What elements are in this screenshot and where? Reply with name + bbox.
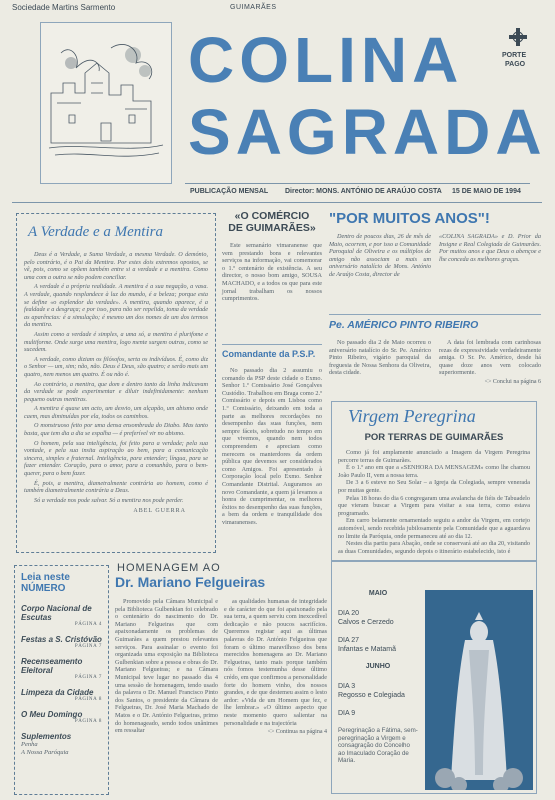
sidebar-item[interactable]: [21, 635, 102, 649]
schedule-place: Calvos e Cerzedo: [338, 619, 394, 626]
sidebar-supplements: Penha A Nossa Paróquia: [21, 741, 69, 756]
virgem-paragraph: De 3 a 6 esteve no Seu Solar – a Igreja da Colegiada, sempre venerada por muitas gente.: [338, 479, 530, 494]
sidebar-item-page: PÁGINA 8: [74, 697, 102, 702]
schedule-list: [338, 590, 418, 765]
sidebar-item-page: PÁGINA 7: [74, 644, 102, 649]
virgin-statue-photo: [425, 590, 533, 790]
masthead-illustration: [40, 22, 172, 184]
anos-article: [329, 210, 541, 310]
americo-title: Pe. AMÉRICO PINTO RIBEIRO: [329, 319, 479, 331]
masthead-title-line1: COLINA: [188, 24, 464, 96]
verdade-paragraph: A mentira é quase um acto, um desvio, um alçapão, um abismo onde caem, mas diminuídas por ela, todos os caminhos.: [24, 405, 208, 420]
sidebar-item-page: PÁGINA 4: [74, 622, 102, 627]
comercio-title-1: «O COMÉRCIO: [234, 210, 310, 222]
virgem-subtitle: POR TERRAS DE GUIMARÃES: [364, 432, 504, 443]
schedule-place: Regosso e Colegiada: [338, 692, 405, 699]
sidebar-item-label: Festas a S. Cristóvão: [21, 635, 102, 644]
sidebar-item-label: Suplementos: [21, 732, 72, 741]
virgem-paragraph: Nestes dia partiu para Abação, onde se conservará até ao dia 20, visitando as duas Comunidades, segundo depois o itinerário estabelecido, isto é: [338, 540, 530, 555]
verdade-paragraph: Só a verdade nos pode salvar. Só a mentira nos pode perder.: [34, 496, 184, 504]
comercio-body: Este semanário vimaranense que vem prestando bons e relevantes serviços na informação, vai comemorar o 1.º centenário de existência. A seu director, o nosso bom amigo, SOUSA MACHADO, e a todos os que para este jornal trabalham os nossos cumprimentos.: [222, 242, 322, 303]
homenagem-title-1: HOMENAGEM AO: [117, 562, 221, 574]
anos-title: "POR MUITOS ANOS"!: [329, 210, 490, 227]
verdade-signature: ABEL GUERRA: [133, 508, 186, 515]
americo-col-1: No passado dia 2 de Maio ocorreu o aniversário natalício do Sr. Pe. Américo Pinto Ribeiro, vigário paroquial da freguesia de Nossa Senhora da Oliveira, desta cidade.: [329, 339, 431, 377]
verdade-paragraph: Assim como a verdade é simples, a uma só, a mentira é plurifome e multiforme. Onde surge uma mentira, logo mente surgem outras, como se sucedem.: [24, 330, 208, 354]
sidebar-item-label: Corpo Nacional de Escutas: [21, 604, 92, 622]
sidebar-item[interactable]: [21, 688, 102, 702]
postage-label-2: PAGO: [505, 61, 526, 68]
verdade-paragraph: O monstruoso feito por uma densa ensombrada do Diabo. Mas tanto basta, que tem dia a dia se espalha — é preferível vir no abismo.: [24, 422, 208, 438]
verdade-paragraph: Deus é a Verdade, a Suma Verdade, a mesma Verdade. O demónio, pelo contrário, é o Pai da Mentira. Por estes dois extremos opostos, se vê, pois, como se opõem também entre si a verdade e a mentira. Como uma com a outra se não podem conciliar.: [24, 251, 208, 281]
publication-frequency: PUBLICAÇÃO MENSAL: [190, 188, 269, 195]
castle-drawing-icon: [41, 23, 171, 183]
homenagem-col-1: Promovido pela Câmara Municipal e pela Biblioteca Gulbenkian foi celebrado o centenário do nascimento do Dr. Mariano Felgueiras que com apaixonadamente os problemas de Guimarães a quem prestou relevantes serviços. Para assinalar o evento foi organizada uma exposição na Biblioteca Gulbenkian sobre a pessoa e obras do Dr. Mariano Felgueiras; e na Câmara Municipal teve lugar no passado dia 4 uma sessão de homenagem, tendo usado da palavra o Dr. Manuel Francisco Pinto dos Santos, o presidente da Câmara de Felgueiras, Dr. José Maria Machado de Matos e o Dr. António Felgueiras, primo do homenageado, sendo todos unânimes em ressaltar: [115, 598, 218, 735]
schedule-day: DIA 27: [338, 637, 360, 644]
verdade-paragraph: O homem, pela sua inteligência, foi feito para a verdade; pela sua vontade, e pela sua insita aspiração ao bem, para a comunicação sincera, simples e fraternal. Inteligência, para entender; língua, para se fazer entender. Coração, para o amor, para a comunhão, para o bem-querer, para o bem fazer.: [24, 439, 208, 478]
schedule-day: DIA 20: [338, 610, 360, 617]
verdade-paragraph: Ao contrário, a mentira, que dom e dentro tanto da linha indicavam da verdade se pode experimentar e diluir indefinidamente: nenhum pequeno outras mentiras.: [24, 380, 208, 403]
schedule-day: DIA 3: [338, 683, 356, 690]
cross-emblem-icon: [507, 26, 529, 48]
masthead-title-line2: SAGRADA: [188, 96, 547, 168]
comandante-article: [222, 344, 322, 554]
sidebar-item-label: Recenseamento Eleitoral: [21, 657, 83, 675]
masthead-city: GUIMARÃES: [230, 4, 277, 11]
anos-col-2: «COLINA SAGRADA» e D. Prior da Insigne e Real Colegiada de Guimarães. Por muitos anos e que Deus o abençoe e lhe conceda as melhores graças.: [439, 233, 541, 263]
virgem-paragraph: É o 1.º ano em que a «SENHORA DA MENSAGEM» como lhe chamou João Paulo II, vem a nossa terra.: [338, 464, 530, 479]
americo-col-2: A data foi lembrada com carinhosas rezas de expressividade verdadeiramente amiga. O Sr. Pe. Américo, desde há quase doze anos vem colocado superiormente.: [439, 339, 541, 377]
virgem-article: [331, 401, 537, 561]
schedule-month-june: JUNHO: [365, 663, 391, 670]
homenagem-article: [115, 562, 327, 796]
sidebar-item[interactable]: [21, 732, 102, 757]
schedule-place: Infantas e Matamã: [338, 646, 396, 653]
sidebar-item-page: PÁGINA 7: [74, 675, 102, 680]
homenagem-col-2: as qualidades humanas de integridade e de carácter do que foi apaixonado pela sua terra, a quem serviu com inexcedível dedicação e não poucos sacrifícios. Queremos registar aqui as últimas palavras do Dr. António Felgueiras que foram o último maravilhoso dos bens merecidos homenagens ao Dr. Mariano Felgueiras, tanto mais porque também nós fomos testemunha desse último crédo, em que confirmou a personalidade forte do homem vinho, dos nossos grandes, e de que destemeu assim o lesto ardor: «Vida de um Homem que fez, e lhe lembrar.» «O último aspecto que neste momento quero salientar na personalidade e na trajectória: [224, 598, 327, 727]
sidebar-item-page: PÁGINA 8: [74, 719, 102, 724]
anos-col-1: Dentro de poucos dias, 26 de mês de Maio, ocorrem, e por isso a Comunidade Paroquial de Oliveira e os múltiplos de amigo não associam a mais um aniversário natalício de Mons. António de Araújo Costa, director de: [329, 233, 431, 278]
virgem-paragraph: Pelas 18 horas do dia 6 congregaram uma avalancha de fiéis de Tabuadelo que vieram buscar a Virgem para visitar a sua terra, como estava programado.: [338, 494, 530, 517]
homenagem-title-2: Dr. Mariano Felgueiras: [115, 574, 266, 590]
issue-date: 15 DE MAIO DE 1994: [452, 188, 521, 195]
virgem-paragraph: Como já foi amplamente anunciado a Imagem da Virgem Peregrina percorre terras de Guimarães.: [338, 449, 530, 464]
verdade-paragraph: A verdade é a própria realidade. A mentira é a sua negação, a vasa. A verdade, quando resplandece à luz do mundo, é a beleza; porque esta se define «o esplendor da verdade». A mentira, quando aparece, é a fealdade e a desgraça; e por isso, para não ser repelida, toma da verdade as aparências: é a simulação; é mesmo um dos nomes de um dos termos da mentira.: [24, 283, 208, 329]
virgem-paragraph: Em carro belamente ornamentado seguiu a andor da Virgem, em cortejo automóvel, sendo recebida jubilosamente pela Comunidade que a aguardava no limite da Paróquia, onde permaneceu até ao dia 12.: [338, 517, 530, 540]
comercio-title-2: DE GUIMARÃES»: [228, 222, 316, 234]
sidebar-item-label: Limpeza da Cidade: [21, 688, 94, 697]
director-credit: Director: MONS. ANTÓNIO DE ARAÚJO COSTA: [285, 188, 442, 195]
americo-article: [329, 314, 541, 394]
sidebar-item-label: O Meu Domingo: [21, 710, 83, 719]
sidebar-item[interactable]: [21, 657, 102, 680]
schedule-month-may: MAIO: [368, 590, 388, 597]
sidebar-item[interactable]: [21, 710, 102, 724]
verdade-paragraph: É, pois, a mentira, diametralmente contrária ao homem, como é também diametralmente contrária a Deus.: [24, 479, 208, 495]
society-name: Sociedade Martins Sarmento: [12, 3, 116, 12]
sidebar-item[interactable]: [21, 604, 102, 627]
verdade-title: A Verdade e a Mentira: [28, 224, 163, 240]
homenagem-continued: <> Continua na página 4: [267, 729, 327, 736]
schedule-closing: Peregrinação a Fátima, semperegrinação a Virgem e consagração do Concelho ao Imaculado Coração de Maria.: [338, 727, 418, 765]
virgin-statue-icon: [425, 590, 533, 790]
verdade-article: [16, 213, 216, 553]
schedule-day: DIA 9: [338, 710, 356, 717]
virgem-title: Virgem Peregrina: [348, 406, 476, 426]
sidebar-index: [14, 565, 109, 795]
masthead-rule-top: [185, 183, 530, 184]
postage-label-1: PORTE: [502, 52, 527, 59]
comandante-title: Comandante da P.S.P.: [222, 349, 316, 359]
comandante-body: No passado dia 2 assumiu o comando da PSP deste cidade o Exmo. Senhor 1.º Comissário José Gonçalves Custódio. Trabalhou em Braga como 2.º Comissário e depois em Lisboa como 1.º Comissário, deixando em toda a parte as melhores recordações no desempenho das suas funções, nem sempre fáceis, sobretudo no tempo em que vivemos, quando nem todos compreendem e apreciam como merecem os manterdores da ordem pública que devemos ser considerados como Amigos. Foi apresentado à Corporação local pelo Exmo. Senhor Comandante Distrital. Auguramos ao novo Comandante, a quem já levamos a honra de cumprimentar, os melhores êxitos no desempenho das suas funções, a bem da ordem e tranquilidade dos vimaranenses.: [222, 367, 322, 526]
masthead-rule-bottom: [12, 202, 542, 203]
sidebar-title: Leia neste NÚMERO: [21, 572, 70, 594]
comercio-article: [222, 210, 322, 303]
americo-continued: <> Conclui na página 6: [484, 378, 541, 385]
verdade-paragraph: A verdade, como diziam os filósofos, serta os indivíduos. É, como diz o Senhor — um, sim; não, não. Deus é Deus, são quatro; e serão mais um quatro, nem menos um quatro. É ou não é.: [24, 355, 208, 378]
